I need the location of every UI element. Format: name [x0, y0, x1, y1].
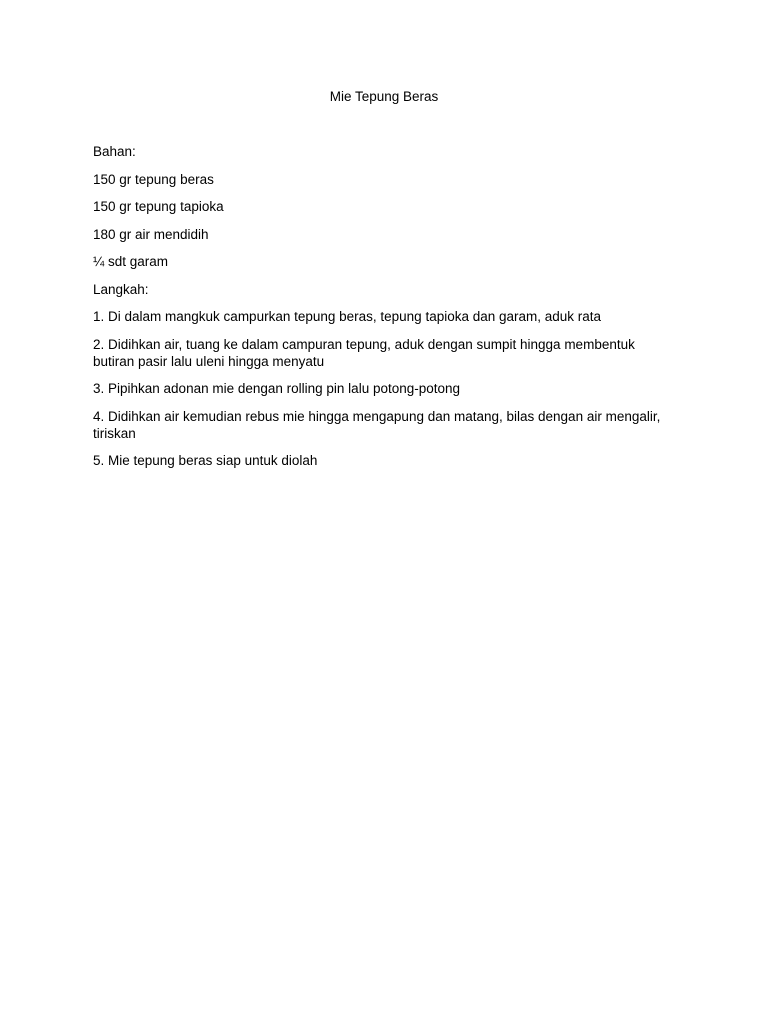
- steps-list: [93, 308, 668, 469]
- step-item: 5. Mie tepung beras siap untuk diolah: [93, 453, 318, 468]
- document-body: [93, 143, 668, 480]
- document-title: Mie Tepung Beras: [329, 89, 439, 104]
- ingredients-heading: Bahan:: [93, 144, 136, 159]
- step-item: 3. Pipihkan adonan mie dengan rolling pin lalu potong-potong: [93, 381, 461, 396]
- ingredient-item: ¼ sdt garam: [93, 254, 169, 269]
- ingredient-item: 180 gr air mendidih: [93, 226, 209, 242]
- ingredients-list: [93, 171, 668, 271]
- ingredient-item: 150 gr tepung tapioka: [93, 199, 224, 214]
- step-item: 2. Didihkan air, tuang ke dalam campuran tepung, aduk dengan sumpit hingga membentuk butiran pasir lalu uleni hingga menyatu: [93, 336, 635, 369]
- ingredient-item: 150 gr tepung beras: [93, 171, 214, 187]
- steps-heading: Langkah:: [93, 281, 149, 297]
- step-item: 1. Di dalam mangkuk campurkan tepung beras, tepung tapioka dan garam, aduk rata: [93, 309, 602, 324]
- step-item: 4. Didihkan air kemudian rebus mie hingga mengapung dan matang, bilas dengan air mengalir, tiriskan: [93, 408, 661, 441]
